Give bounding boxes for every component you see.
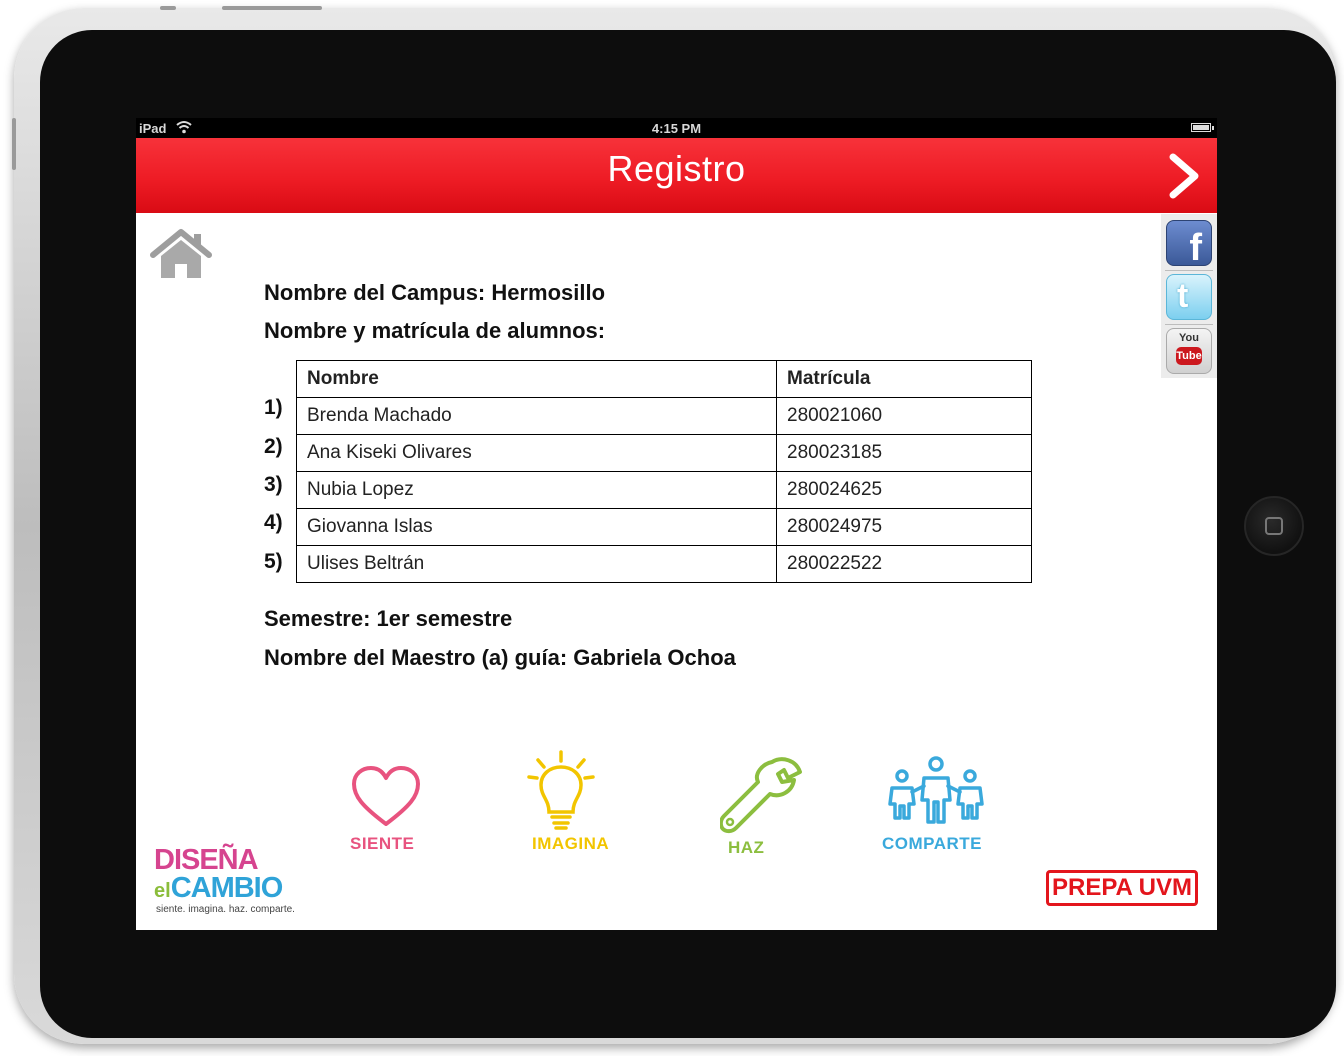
row-number: 4) <box>264 511 283 534</box>
column-header-name: Nombre <box>297 361 777 398</box>
brand-cambio: CAMBIO <box>170 872 283 904</box>
table-row <box>297 472 1032 509</box>
table-row <box>297 546 1032 583</box>
student-name-cell: Nubia Lopez <box>297 472 777 509</box>
sleep-button <box>222 6 322 10</box>
row-number: 2) <box>264 435 283 458</box>
footer-nav <box>328 750 1028 870</box>
student-name-cell: Brenda Machado <box>297 398 777 435</box>
student-name-cell: Ulises Beltrán <box>297 546 777 583</box>
row-number: 3) <box>264 473 283 496</box>
campus-line: Nombre del Campus: Hermosillo <box>264 280 606 305</box>
table-header-row <box>297 361 1032 398</box>
prepa-uvm-logo: PREPA UVM <box>1046 870 1198 906</box>
youtube-you-text: You <box>1179 332 1199 344</box>
people-icon <box>884 756 988 826</box>
facebook-icon[interactable]: f <box>1166 220 1212 266</box>
nav-imagina-label: IMAGINA <box>532 834 610 853</box>
student-id-cell: 280021060 <box>777 398 1032 435</box>
wrench-icon <box>720 754 804 834</box>
brand-el: el <box>154 880 171 902</box>
status-time: 4:15 PM <box>651 121 702 136</box>
app-screen <box>136 118 1217 930</box>
brand-line-1: DISEÑA <box>154 844 258 876</box>
heart-icon <box>350 764 422 830</box>
lightbulb-icon <box>526 750 596 834</box>
nav-siente[interactable] <box>348 750 428 860</box>
nav-haz[interactable] <box>720 750 810 860</box>
student-name-cell: Ana Kiseki Olivares <box>297 435 777 472</box>
semester-line: Semestre: 1er semestre <box>264 606 513 631</box>
column-header-id: Matrícula <box>777 361 1032 398</box>
nav-comparte-label: COMPARTE <box>882 834 983 853</box>
youtube-tube-text: Tube <box>1176 347 1202 365</box>
student-name-cell: Giovanna Islas <box>297 509 777 546</box>
nav-comparte[interactable] <box>884 750 994 860</box>
twitter-icon[interactable]: t <box>1166 274 1212 320</box>
disena-el-cambio-logo <box>154 846 304 918</box>
nav-imagina[interactable] <box>524 750 624 860</box>
volume-button <box>12 118 16 170</box>
student-id-cell: 280023185 <box>777 435 1032 472</box>
nav-siente-label: SIENTE <box>350 834 415 853</box>
row-number: 5) <box>264 550 283 573</box>
student-id-cell: 280024625 <box>777 472 1032 509</box>
page-title: Registro <box>607 148 746 189</box>
ipad-home-button[interactable] <box>1244 496 1304 556</box>
student-id-cell: 280022522 <box>777 546 1032 583</box>
mute-switch <box>160 6 176 10</box>
table-row <box>297 509 1032 546</box>
row-number: 1) <box>264 396 283 419</box>
table-row <box>297 398 1032 435</box>
student-id-cell: 280024975 <box>777 509 1032 546</box>
nav-haz-label: HAZ <box>728 838 765 857</box>
students-table <box>296 360 1032 583</box>
brand-tagline: siente. imagina. haz. comparte. <box>156 904 295 915</box>
teacher-line: Nombre del Maestro (a) guía: Gabriela Ochoa <box>264 645 736 670</box>
table-row <box>297 435 1032 472</box>
brand-line-2 <box>154 874 282 903</box>
students-heading: Nombre y matrícula de alumnos: <box>264 318 606 343</box>
device-label: iPad <box>139 121 167 136</box>
